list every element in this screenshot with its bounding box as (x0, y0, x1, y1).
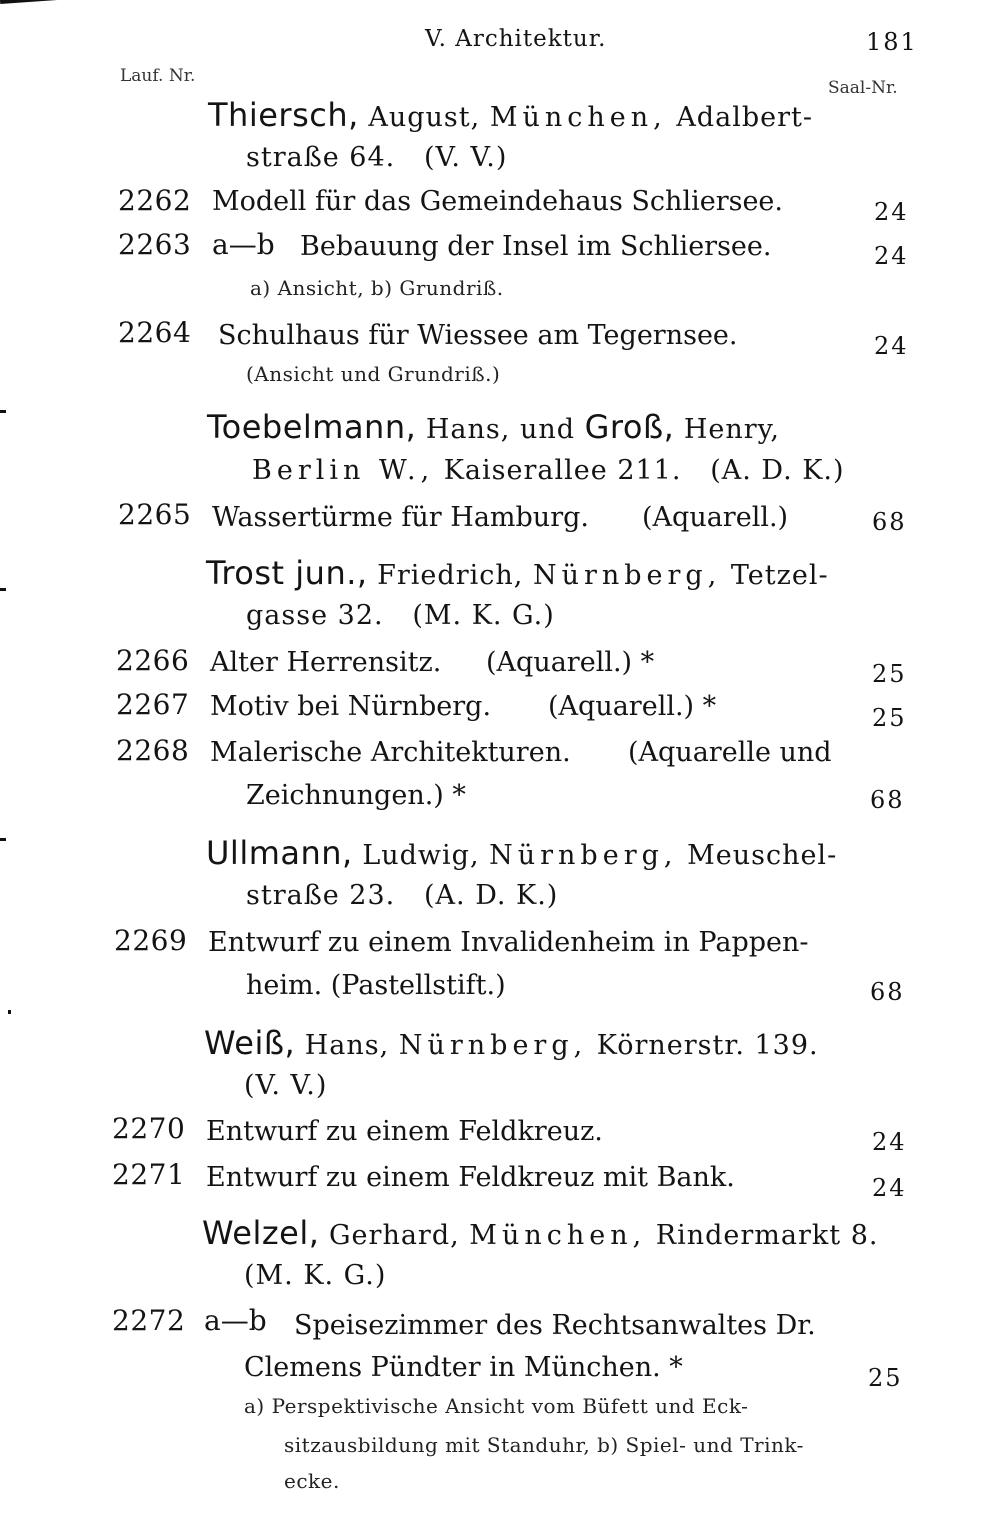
entry-title: Entwurf zu einem Feldkreuz. (206, 1116, 603, 1147)
entry-title: Speisezimmer des Rechtsanwaltes Dr. (294, 1310, 816, 1341)
artist-line (206, 554, 829, 592)
artist-given-name: Hans, (425, 414, 511, 445)
artist-line-continued (246, 600, 555, 631)
entry-number: 2270 (112, 1112, 186, 1145)
artist-address-continued: straße 64. (246, 142, 396, 173)
scan-mark (0, 838, 6, 841)
entry-technique: (Aquarell.) * (548, 691, 717, 722)
artist-line-continued (244, 1260, 386, 1291)
artist-line (202, 1214, 878, 1252)
artist-name: Welzel, (202, 1214, 320, 1252)
artist-line-continued (244, 1070, 327, 1101)
artist-line-continued (246, 142, 507, 173)
saal-number: 24 (874, 198, 909, 226)
artist-address-continued: gasse 32. (246, 600, 384, 631)
saal-number: 24 (874, 242, 909, 270)
saal-number: 25 (872, 704, 907, 732)
saal-number: 25 (872, 660, 907, 688)
artist-city: Nürnberg, (398, 1030, 588, 1061)
entry-title: Motiv bei Nürnberg. (210, 691, 492, 722)
entry-technique: (Aquarell.) * (486, 647, 655, 678)
artist-address: Rindermarkt 8. (655, 1220, 879, 1251)
entry-title: Entwurf zu einem Invalidenheim in Pappen- (208, 927, 809, 958)
scan-mark (0, 410, 6, 413)
saal-number: 24 (872, 1128, 907, 1156)
entry-title: Malerische Architekturen. (210, 737, 571, 768)
entry-note: a) Perspektivische Ansicht vom Büfett und Eck- (244, 1394, 749, 1418)
artist-given-name: Hans, (304, 1030, 390, 1061)
artist-society: (A. D. K.) (424, 880, 559, 911)
column-label-lauf-nr: Lauf. Nr. (120, 66, 196, 86)
artist-society: (V. V.) (424, 142, 508, 173)
artist-name: Toebelmann, (207, 408, 417, 446)
scan-mark (0, 0, 60, 4)
entry-note: (Ansicht und Grundriß.) (246, 362, 501, 386)
artist-society: (A. D. K.) (710, 455, 845, 486)
artist-line (204, 1024, 819, 1062)
artist-given-name-second: Henry, (683, 414, 780, 445)
artist-name: Thiersch, (208, 96, 359, 134)
entry-number: 2263 (118, 228, 192, 261)
entry-number: 2268 (116, 734, 190, 767)
artist-given-name: Gerhard, (328, 1220, 460, 1251)
entry-note-continued: sitzausbildung mit Standuhr, b) Spiel- und Trink- (284, 1433, 804, 1457)
entry-suffix: a—b (204, 1304, 267, 1337)
column-label-saal-nr: Saal-Nr. (828, 78, 898, 98)
entry-title: Modell für das Gemeindehaus Schliersee. (212, 186, 783, 217)
artist-address: Tetzel- (730, 560, 829, 591)
saal-number: 25 (868, 1364, 903, 1392)
section-heading: V. Architektur. (425, 26, 607, 52)
artist-address: Körnerstr. 139. (596, 1030, 819, 1061)
entry-title: Schulhaus für Wiessee am Tegernsee. (218, 320, 738, 351)
artist-address-continued: straße 23. (246, 880, 396, 911)
entry-title: Entwurf zu einem Feldkreuz mit Bank. (206, 1162, 735, 1193)
entry-technique: (Aquarell.) (642, 502, 789, 533)
entry-note-continued: ecke. (284, 1469, 340, 1493)
entry-number: 2264 (118, 316, 192, 349)
artist-society: (V. V.) (244, 1070, 328, 1101)
saal-number: 68 (870, 786, 905, 814)
saal-number: 68 (870, 978, 905, 1006)
entry-title: Bebauung der Insel im Schliersee. (300, 231, 772, 262)
scan-mark (0, 588, 6, 591)
artist-line-continued (246, 880, 558, 911)
entry-number: 2269 (114, 924, 188, 957)
artist-city: Nürnberg, (489, 840, 678, 871)
artist-address: Adalbert- (676, 102, 813, 133)
artist-address: Kaiserallee 211. (443, 455, 682, 486)
entry-number: 2267 (116, 688, 190, 721)
entry-title: Alter Herrensitz. (210, 647, 442, 678)
page-number: 181 (866, 28, 918, 56)
entry-technique: (Aquarelle und (628, 737, 832, 768)
entry-note: a) Ansicht, b) Grundriß. (250, 276, 504, 300)
entry-title-continued: Clemens Pündter in München. * (244, 1352, 683, 1383)
saal-number: 68 (872, 508, 907, 536)
artist-city: Nürnberg, (532, 560, 722, 591)
scan-mark (8, 1010, 11, 1014)
artist-society: (M. K. G.) (244, 1260, 387, 1291)
artist-line (207, 408, 780, 446)
artist-line (208, 96, 813, 134)
artist-city: Berlin W., (252, 455, 435, 486)
artist-address: Meuschel- (687, 840, 838, 871)
artist-name: Trost jun., (206, 554, 368, 592)
saal-number: 24 (874, 332, 909, 360)
artist-line-continued (252, 455, 845, 486)
entry-title-continued: Zeichnungen.) * (246, 780, 466, 811)
entry-title-continued: heim. (Pastellstift.) (246, 970, 506, 1001)
artist-city: München, (469, 1220, 647, 1251)
entry-number: 2272 (112, 1304, 186, 1337)
entry-number: 2265 (118, 498, 192, 531)
entry-number: 2262 (118, 184, 192, 217)
saal-number: 24 (872, 1174, 907, 1202)
artist-given-name: Ludwig, (362, 840, 480, 871)
artist-name: Ullmann, (206, 834, 353, 872)
entry-suffix: a—b (212, 228, 275, 261)
artist-city: München, (489, 102, 667, 133)
artist-conjunction: und (519, 414, 576, 445)
artist-name: Weiß, (204, 1024, 296, 1062)
entry-number: 2266 (116, 644, 190, 677)
artist-given-name: August, (368, 102, 481, 133)
artist-society: (M. K. G.) (412, 600, 555, 631)
artist-name-second: Groß, (584, 408, 675, 446)
entry-number: 2271 (112, 1158, 186, 1191)
artist-line (206, 834, 837, 872)
artist-given-name: Friedrich, (377, 560, 524, 591)
entry-title: Wassertürme für Hamburg. (212, 502, 589, 533)
